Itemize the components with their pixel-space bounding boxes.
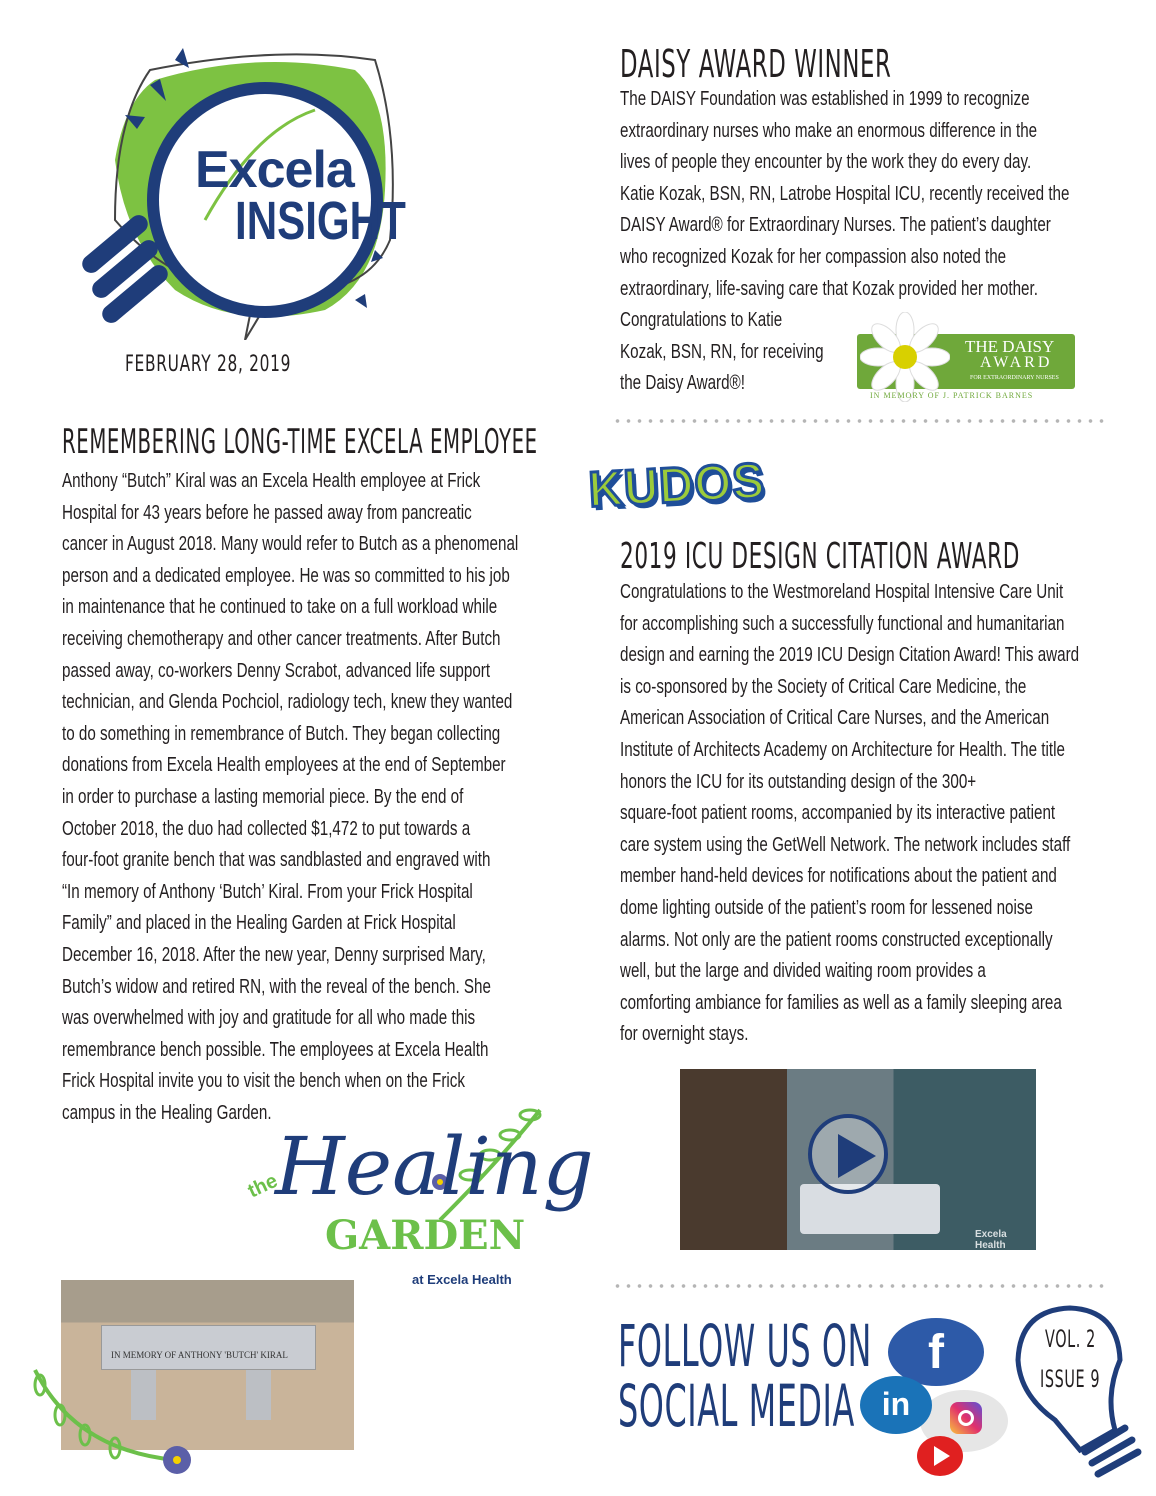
body-line: Kozak, BSN, RN, for receiving: [620, 340, 824, 363]
divider: [612, 1284, 1108, 1288]
instagram-icon[interactable]: [950, 1402, 982, 1434]
volume-label: VOL. 2: [1045, 1325, 1096, 1353]
play-icon: [838, 1134, 876, 1178]
facebook-icon[interactable]: f: [888, 1318, 984, 1386]
daisy-badge-title1: THE DAISY: [965, 337, 1055, 356]
body-line: Frick Hospital invite you to visit the bench when on the Frick: [62, 1070, 465, 1093]
linkedin-icon[interactable]: in: [860, 1376, 932, 1434]
healing-script-text: Healing: [275, 1120, 594, 1213]
body-line: person and a dedicated employee. He was so committed to his job: [62, 564, 510, 587]
play-button[interactable]: [808, 1114, 888, 1194]
issue-date: FEBRUARY 28, 2019: [125, 352, 292, 377]
kudos-badge: [578, 452, 788, 522]
body-line: extraordinary nurses who make an enormous difference in the: [620, 119, 1038, 142]
icu-video-thumbnail[interactable]: [680, 1069, 1036, 1250]
body-line: in maintenance that he continued to take on a full workload while: [62, 596, 498, 619]
logo-excela-text: Excela: [195, 141, 354, 199]
body-line: Institute of Architects Academy on Architecture for Health. The title: [620, 738, 1065, 761]
body-line: Hospital for 43 years before he passed away from pancreatic: [62, 501, 472, 524]
body-line: The DAISY Foundation was established in 1999 to recognize: [620, 88, 1030, 110]
body-line: design and earning the 2019 ICU Design Citation Award! This award: [620, 644, 1080, 667]
body-line: Congratulations to the Westmoreland Hospital Intensive Care Unit: [620, 581, 1064, 603]
body-line: for overnight stays.: [620, 1023, 749, 1046]
body-line: for accomplishing such a successfully functional and humanitarian: [620, 612, 1065, 635]
daisy-badge-subtitle: FOR EXTRAORDINARY NURSES: [970, 375, 1059, 381]
body-line: extraordinary, life-saving care that Kozak provided her mother.: [620, 277, 1038, 300]
body-line: technician, and Glenda Pochciol, radiology tech, knew they wanted: [62, 691, 513, 714]
body-line: was overwhelmed with joy and gratitude for all who made this: [62, 1007, 476, 1030]
body-line: square-foot patient rooms, accompanied by its interactive patient: [620, 802, 1056, 825]
issue-label: ISSUE 9: [1040, 1365, 1101, 1393]
body-line: Family” and placed in the Healing Garden at Frick Hospital: [62, 912, 456, 935]
at-excela-health-text: at Excela Health: [412, 1272, 512, 1287]
daisy-heading: DAISY AWARD WINNER: [620, 42, 892, 86]
body-line: remembrance bench possible. The employees at Excela Health: [62, 1038, 489, 1061]
body-line: cancer in August 2018. Many would refer to Butch as a phenomenal: [62, 533, 519, 556]
body-line: honors the ICU for its outstanding design of the 300+: [620, 770, 977, 793]
body-line: is co-sponsored by the Society of Critical Care Medicine, the: [620, 675, 1027, 698]
kudos-badge-text: KUDOS: [587, 452, 767, 518]
remembering-body: [62, 466, 562, 1129]
daisy-badge-memory: IN MEMORY OF J. PATRICK BARNES: [870, 391, 1034, 400]
daisy-badge-title2: AWARD: [980, 354, 1053, 371]
body-line: four-foot granite bench that was sandblasted and engraved with: [62, 849, 491, 872]
follow-us-line2: SOCIAL MEDIA: [618, 1372, 855, 1440]
body-line: lives of people they encounter by the work they do every day.: [620, 151, 1032, 174]
body-line: Butch’s widow and retired RN, with the reveal of the bench. She: [62, 975, 491, 998]
body-line: alarms. Not only are the patient rooms constructed exceptionally: [620, 928, 1053, 951]
body-line: dome lighting outside of the patient’s room for lessened noise: [620, 896, 1033, 919]
healing-garden-logo: [240, 1100, 594, 1300]
remembering-heading: REMEMBERING LONG-TIME EXCELA EMPLOYEE: [62, 422, 538, 462]
icu-heading: 2019 ICU DESIGN CITATION AWARD: [620, 536, 1020, 577]
leaf-branch-icon: [15, 1360, 215, 1490]
daisy-flower-icon: [860, 312, 950, 402]
body-line: passed away, co-workers Denny Scrabot, advanced life support: [62, 659, 491, 682]
logo-insight-text: INSIGHT: [235, 191, 406, 251]
body-line: December 16, 2018. After the new year, Denny surprised Mary,: [62, 943, 486, 966]
icu-body: [620, 577, 1110, 1051]
body-line: American Association of Critical Care Nurses, and the American: [620, 707, 1050, 730]
body-line: Congratulations to Katie: [620, 309, 783, 332]
garden-text: GARDEN: [325, 1212, 526, 1259]
body-line: comforting ambiance for families as well as a family sleeping area: [620, 991, 1062, 1014]
body-line: to do something in remembrance of Butch. They began collecting: [62, 722, 501, 745]
divider: [612, 419, 1108, 423]
body-line: the Daisy Award®!: [620, 372, 745, 395]
body-line: receiving chemotherapy and other cancer treatments. After Butch: [62, 627, 501, 650]
body-line: campus in the Healing Garden.: [62, 1101, 272, 1124]
body-line: who recognized Kozak for her compassion also noted the: [620, 245, 1007, 268]
body-line: Anthony “Butch” Kiral was an Excela Health employee at Frick: [62, 470, 481, 492]
body-line: October 2018, the duo had collected $1,472 to put towards a: [62, 817, 471, 840]
body-line: in order to purchase a lasting memorial piece. By the end of: [62, 785, 464, 808]
bench-inscription: IN MEMORY OF ANTHONY 'BUTCH' KIRAL: [111, 1350, 288, 1360]
youtube-icon[interactable]: [917, 1436, 963, 1476]
video-watermark: Excela Health: [975, 1229, 1007, 1250]
body-line: care system using the GetWell Network. The network includes staff: [620, 833, 1071, 856]
excela-insight-logo: [55, 40, 406, 340]
daisy-award-badge: [855, 312, 1075, 402]
body-line: DAISY Award® for Extraordinary Nurses. The patient’s daughter: [620, 214, 1051, 237]
body-line: donations from Excela Health employees at the end of September: [62, 754, 506, 777]
body-line: “In memory of Anthony ‘Butch’ Kiral. From your Frick Hospital: [62, 880, 473, 903]
body-line: well, but the large and divided waiting room provides a: [620, 960, 986, 983]
healing-the-text: the: [244, 1169, 282, 1203]
body-line: member hand-held devices for notifications about the patient and: [620, 865, 1057, 888]
follow-us-line1: FOLLOW US ON: [618, 1312, 872, 1380]
body-line: Katie Kozak, BSN, RN, Latrobe Hospital ICU, recently received the: [620, 182, 1070, 205]
